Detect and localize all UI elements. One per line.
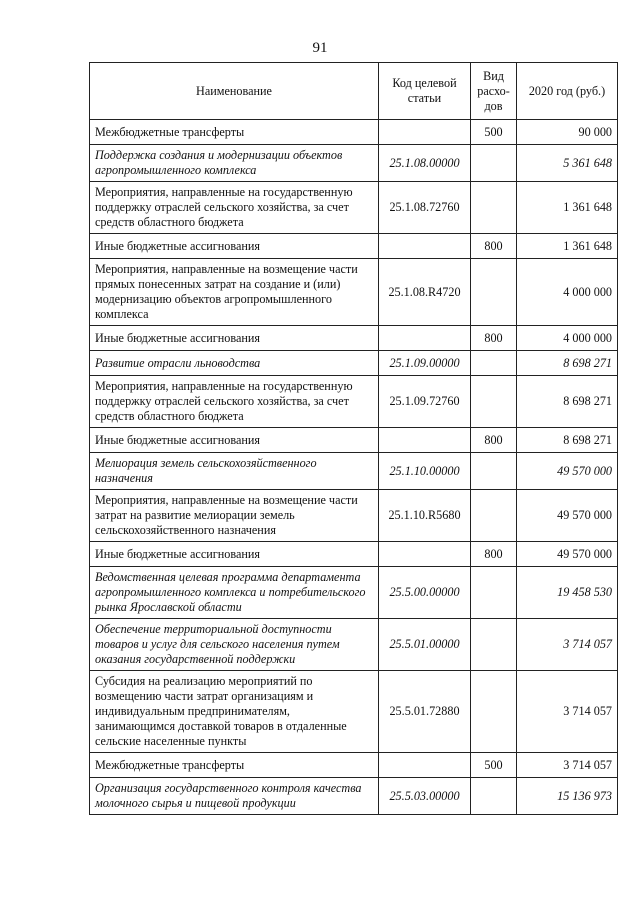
cell-sum: 49 570 000 — [517, 453, 618, 490]
cell-code: 25.1.08.R4720 — [379, 259, 471, 326]
cell-sum: 3 714 057 — [517, 753, 618, 778]
cell-sum: 49 570 000 — [517, 490, 618, 542]
cell-type: 800 — [471, 428, 517, 453]
cell-name: Мероприятия, направленные на возмещение части затрат на развитие мелиорации земель сельскохозяйственного назначения — [90, 490, 379, 542]
cell-code: 25.1.08.00000 — [379, 145, 471, 182]
cell-type — [471, 567, 517, 619]
cell-type: 800 — [471, 326, 517, 351]
table-row — [90, 234, 618, 259]
cell-type — [471, 259, 517, 326]
cell-code: 25.1.10.00000 — [379, 453, 471, 490]
cell-code — [379, 753, 471, 778]
cell-type: 500 — [471, 120, 517, 145]
cell-type — [471, 351, 517, 376]
cell-name: Иные бюджетные ассигнования — [90, 326, 379, 351]
table-row — [90, 182, 618, 234]
cell-name: Межбюджетные трансферты — [90, 753, 379, 778]
header-code: Код целевой статьи — [379, 63, 471, 120]
cell-sum: 8 698 271 — [517, 351, 618, 376]
cell-sum: 3 714 057 — [517, 671, 618, 753]
cell-sum: 4 000 000 — [517, 259, 618, 326]
cell-sum: 3 714 057 — [517, 619, 618, 671]
cell-name: Организация государственного контроля качества молочного сырья и пищевой продукции — [90, 778, 379, 815]
cell-code — [379, 542, 471, 567]
cell-type — [471, 490, 517, 542]
table-row — [90, 145, 618, 182]
cell-sum: 8 698 271 — [517, 376, 618, 428]
cell-sum: 49 570 000 — [517, 542, 618, 567]
cell-sum: 8 698 271 — [517, 428, 618, 453]
table-row — [90, 490, 618, 542]
cell-sum: 15 136 973 — [517, 778, 618, 815]
cell-code: 25.5.01.72880 — [379, 671, 471, 753]
cell-name: Поддержка создания и модернизации объектов агропромышленного комплекса — [90, 145, 379, 182]
cell-name: Ведомственная целевая программа департамента агропромышленного комплекса и потребительского рынка Ярославской области — [90, 567, 379, 619]
table-row — [90, 671, 618, 753]
table-row — [90, 120, 618, 145]
table-row — [90, 326, 618, 351]
cell-code — [379, 428, 471, 453]
cell-type — [471, 671, 517, 753]
table-row — [90, 778, 618, 815]
cell-code — [379, 234, 471, 259]
cell-type — [471, 453, 517, 490]
cell-name: Иные бюджетные ассигнования — [90, 542, 379, 567]
cell-code: 25.5.03.00000 — [379, 778, 471, 815]
cell-code — [379, 326, 471, 351]
table-body — [90, 120, 618, 815]
cell-type — [471, 145, 517, 182]
page-number: 91 — [312, 40, 328, 56]
cell-type: 800 — [471, 234, 517, 259]
table-row — [90, 428, 618, 453]
cell-code: 25.5.01.00000 — [379, 619, 471, 671]
cell-sum: 1 361 648 — [517, 182, 618, 234]
cell-type — [471, 619, 517, 671]
table-row — [90, 351, 618, 376]
cell-code: 25.1.10.R5680 — [379, 490, 471, 542]
cell-name: Развитие отрасли льноводства — [90, 351, 379, 376]
table-header-row — [90, 63, 618, 120]
table-row — [90, 453, 618, 490]
cell-code: 25.1.08.72760 — [379, 182, 471, 234]
cell-name: Мероприятия, направленные на государственную поддержку отраслей сельского хозяйства, за счет средств областного бюджета — [90, 376, 379, 428]
cell-code: 25.5.00.00000 — [379, 567, 471, 619]
cell-code: 25.1.09.00000 — [379, 351, 471, 376]
table-row — [90, 542, 618, 567]
cell-name: Межбюджетные трансферты — [90, 120, 379, 145]
table-row — [90, 376, 618, 428]
cell-name: Обеспечение территориальной доступности товаров и услуг для сельского населения путем оказания государственной поддержки — [90, 619, 379, 671]
header-type: Вид расхо-дов — [471, 63, 517, 120]
cell-sum: 19 458 530 — [517, 567, 618, 619]
table-row — [90, 753, 618, 778]
cell-name: Мелиорация земель сельскохозяйственного назначения — [90, 453, 379, 490]
cell-name: Мероприятия, направленные на государственную поддержку отраслей сельского хозяйства, за счет средств областного бюджета — [90, 182, 379, 234]
cell-name: Иные бюджетные ассигнования — [90, 234, 379, 259]
cell-sum: 4 000 000 — [517, 326, 618, 351]
cell-code: 25.1.09.72760 — [379, 376, 471, 428]
budget-table — [89, 62, 618, 815]
cell-sum: 5 361 648 — [517, 145, 618, 182]
cell-type: 800 — [471, 542, 517, 567]
table-row — [90, 259, 618, 326]
cell-sum: 90 000 — [517, 120, 618, 145]
cell-name: Иные бюджетные ассигнования — [90, 428, 379, 453]
cell-type: 500 — [471, 753, 517, 778]
cell-code — [379, 120, 471, 145]
cell-type — [471, 376, 517, 428]
cell-name: Мероприятия, направленные на возмещение части прямых понесенных затрат на создание и (или) модернизацию объектов агропромышленного комплекса — [90, 259, 379, 326]
table-row — [90, 619, 618, 671]
cell-type — [471, 182, 517, 234]
cell-type — [471, 778, 517, 815]
cell-sum: 1 361 648 — [517, 234, 618, 259]
cell-name: Субсидия на реализацию мероприятий по возмещению части затрат организациям и индивидуальным предпринимателям, занимающимся доставкой товаров в отдаленные сельские населенные пункты — [90, 671, 379, 753]
table-row — [90, 567, 618, 619]
header-sum: 2020 год (руб.) — [517, 63, 618, 120]
header-name: Наименование — [90, 63, 379, 120]
